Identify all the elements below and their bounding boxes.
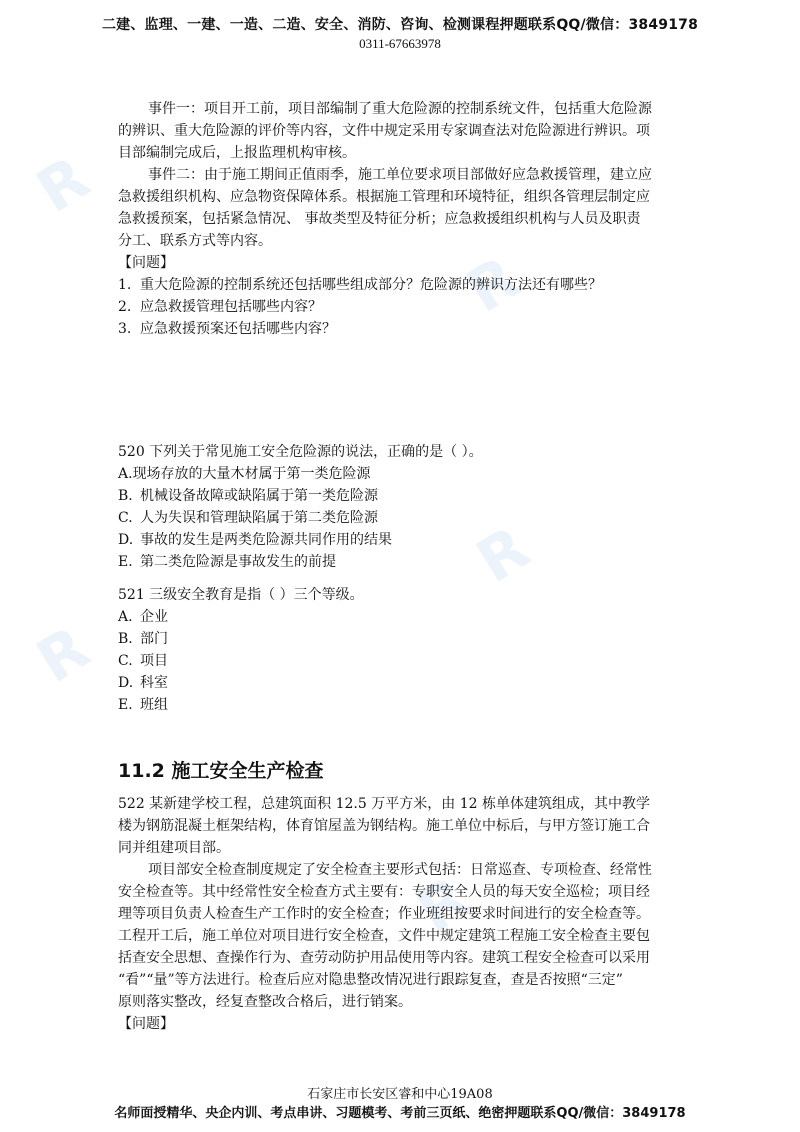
header-phone: 0311-67663978 — [359, 36, 441, 51]
watermark-logo: R — [24, 613, 102, 697]
case-text: 楼为钢筋混凝土框架结构，体育馆屋盖为钢结构。施工单位中标后，与甲方签订施工合 — [118, 818, 650, 834]
question-item: 1. 重大危险源的控制系统还包括哪些组成部分？危险源的辨识方法还有哪些？ — [118, 277, 602, 293]
case-text: “看”“量”等方法进行。检查后应对隐患整改情况进行跟踪复查，查是否按照“三定” — [118, 972, 623, 988]
case-text: 理等项目负责人检查生产工作时的安全检查；作业班组按要求时间进行的安全检查等。 — [118, 906, 650, 922]
option-item: E. 班组 — [118, 697, 168, 713]
option-item: B. 机械设备故障或缺陷属于第一类危险源 — [118, 488, 378, 504]
option-item: E. 第二类危险源是事故发生的前提 — [118, 554, 336, 570]
option-item: D. 事故的发生是两类危险源共同作用的结果 — [118, 532, 392, 548]
watermark-logo: R — [454, 243, 532, 327]
question-label: 【问题】 — [118, 255, 174, 271]
case-text: 的辨识、重大危险源的评价等内容，文件中规定采用专家调查法对危险源进行辨识。项 — [118, 123, 650, 139]
case-text: 工程开工后，施工单位对项目进行安全检查，文件中规定建筑工程施工安全检查主要包 — [118, 928, 650, 944]
option-item: A. 企业 — [118, 609, 168, 625]
case-text: 同并组建项目部。 — [118, 840, 230, 856]
case-text: 急救援组织机构、应急物资保障体系。根据施工管理和环境特征，组织各管理层制定应 — [118, 189, 650, 205]
footer-address: 石家庄市长安区睿和中心19A08 — [307, 1087, 493, 1102]
case-text: 目部编制完成后，上报监理机构审核。 — [118, 145, 356, 161]
option-item: B. 部门 — [118, 631, 168, 647]
option-item: A.现场存放的大量木材属于第一类危险源 — [118, 466, 371, 482]
question-stem: 521 三级安全教育是指（ ）三个等级。 — [118, 587, 364, 603]
option-item: C. 项目 — [118, 653, 168, 669]
case-text: 分工、联系方式等内容。 — [118, 233, 272, 249]
case-text: 522 某新建学校工程，总建筑面积 12.5 万平方米，由 12 栋单体建筑组成，其中教学 — [118, 796, 650, 812]
section-title: 11.2 施工安全生产检查 — [118, 760, 324, 782]
option-item: D. 科室 — [118, 675, 168, 691]
case-text: 项目部安全检查制度规定了安全检查主要形式包括：日常巡查、专项检查、经常性 — [148, 862, 652, 878]
footer-slogan: 名师面授精华、央企内训、考点串讲、习题模考、考前三页纸、绝密押题联系QQ/微信：3849178 — [114, 1106, 686, 1121]
watermark-logo: R — [464, 513, 542, 597]
case-text: 原则落实整改，经复查整改合格后，进行销案。 — [118, 994, 412, 1010]
case-text: 急救援预案，包括紧急情况、 事故类型及特征分析；应急救援组织机构与人员及职责 — [118, 211, 641, 227]
header-contact: 二建、监理、一建、一造、二造、安全、消防、咨询、检测课程押题联系QQ/微信：3849178 — [101, 17, 699, 33]
watermark-logo: R — [24, 143, 102, 227]
question-stem: 520 下列关于常见施工安全危险源的说法，正确的是（ ）。 — [118, 444, 483, 460]
case-text: 安全检查等。其中经常性安全检查方式主要有：专职安全人员的每天安全巡检；项目经 — [118, 884, 650, 900]
case-text: 事件二：由于施工期间正值雨季，施工单位要求项目部做好应急救援管理，建立应 — [148, 167, 652, 183]
question-item: 3. 应急救援预案还包括哪些内容？ — [118, 321, 336, 337]
watermark-logo: R — [404, 863, 482, 947]
question-item: 2. 应急救援管理包括哪些内容？ — [118, 299, 322, 315]
question-label: 【问题】 — [118, 1016, 174, 1032]
case-text: 事件一：项目开工前，项目部编制了重大危险源的控制系统文件，包括重大危险源 — [148, 101, 652, 117]
case-text: 括查安全思想、查操作行为、查劳动防护用品使用等内容。建筑工程安全检查可以采用 — [118, 950, 650, 966]
option-item: C. 人为失误和管理缺陷属于第二类危险源 — [118, 510, 378, 526]
